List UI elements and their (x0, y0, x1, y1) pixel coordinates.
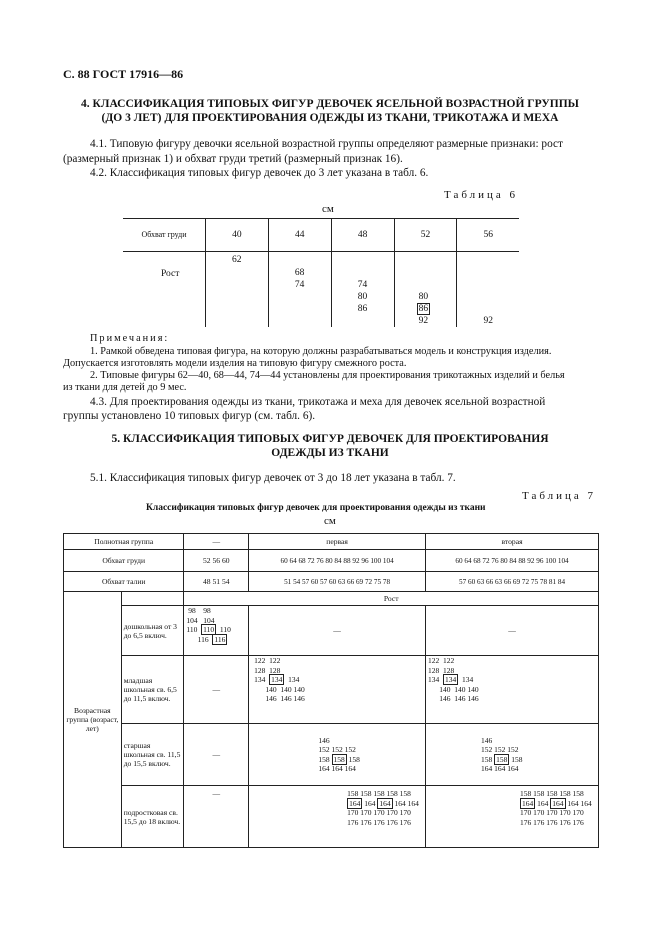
fullness-1: первая (249, 534, 426, 550)
heights-junior-group1: 122 122 128 128 134 134 134 140 140 140 146 146 146 (249, 656, 426, 724)
typical-158: 158 (333, 754, 345, 764)
fullness-0: — (184, 534, 249, 550)
table6-chest-48: 48 (331, 219, 394, 252)
table-7 (63, 533, 599, 848)
chest-group-1: 60 64 68 72 76 80 84 88 92 96 100 104 (249, 550, 426, 572)
heights-junior-group0: — (184, 656, 249, 724)
table7-unit: см (324, 515, 336, 527)
heights-senior-group0: — (184, 724, 249, 786)
note-1-line1: 1. Рамкой обведена типовая фигура, на которую должны разрабатываться модель и конструкция изделия. (90, 346, 552, 357)
typical-164-a: 164 (349, 798, 361, 808)
age-junior-school: младшая школьная св. 6,5 до 11,5 включ. (121, 656, 184, 724)
table6-chest-44: 44 (268, 219, 331, 252)
typical-110: 110 (203, 625, 215, 634)
age-teen: подростковая св. 15,5 до 18 включ. (121, 786, 184, 848)
typical-164-c: 164 (522, 798, 534, 808)
typical-116: 116 (214, 634, 226, 644)
table6-chest-52: 52 (394, 219, 457, 252)
table6-cell: 62 (206, 252, 269, 328)
page-header: С. 88 ГОСТ 17916—86 (63, 67, 184, 81)
table6-caption: Таблица 6 (444, 189, 519, 201)
table7-caption: Таблица 7 (522, 490, 597, 502)
heights-preschool-group0: 98 98 104 104 110 110 110 116 116 (184, 606, 249, 656)
waist-group-2: 57 60 63 66 63 66 69 72 75 78 81 84 (426, 572, 599, 592)
table-6 (123, 218, 519, 327)
heights-preschool-group2: — (426, 606, 599, 656)
table6-row-label: Рост (161, 269, 180, 279)
para-5-1: 5.1. Классификация типовых фигур девочек от 3 до 18 лет указана в табл. 7. (90, 472, 456, 484)
waist-group-0: 48 51 54 (184, 572, 249, 592)
para-4-2: 4.2. Классификация типовых фигур девочек до 3 лет указана в табл. 6. (90, 167, 429, 179)
heights-teen-group2: 158 158 158 158 158 164 164 164 164 164 170 170 170 170 170 176 176 176 176 176 (426, 786, 599, 848)
waist-group-1: 51 54 57 60 57 60 63 66 69 72 75 78 (249, 572, 426, 592)
typical-134-2: 134 (445, 675, 457, 684)
heights-teen-group0: — (184, 786, 249, 848)
age-senior-school: старшая школьная св. 11,5 до 15,5 включ. (121, 724, 184, 786)
typical-134: 134 (271, 675, 283, 684)
table6-unit: см (322, 203, 334, 215)
table6-cell: 68 74 (268, 252, 331, 328)
fullness-2: вторая (426, 534, 599, 550)
heights-senior-group1: 146 152 152 152 158 158 158 164 164 164 (249, 724, 426, 786)
typical-figure-box: 86 (418, 304, 429, 314)
note-2-line1: 2. Типовые фигуры 62—40, 68—44, 74—44 установлены для проектирования трикотажных изделий и белья (90, 370, 565, 381)
fullness-label: Полнотная группа (64, 534, 184, 550)
table6-cell: 80 86 92 (394, 252, 457, 328)
waist-label: Обхват талии (64, 572, 184, 592)
notes-title: Примечания: (90, 333, 170, 344)
age-preschool: дошкольная от 3 до 6,5 включ. (121, 606, 184, 656)
para-4-3-line2: группы установлено 10 типовых фигур (см. табл. 6). (63, 410, 316, 422)
height-label: Рост (184, 592, 599, 606)
typical-158-2: 158 (496, 754, 508, 764)
note-1-line2: Допускается изготовлять модели изделия на типовую фигуру смежного роста. (63, 358, 407, 369)
table6-chest-40: 40 (206, 219, 269, 252)
para-4-1-line1: 4.1. Типовую фигуру девочки ясельной возрастной группы определяют размерные признаки: рост (90, 138, 563, 150)
age-group-label: Возрастная группа (возраст, лет) (64, 592, 122, 848)
table6-chest-56: 56 (457, 219, 519, 252)
chest-group-2: 60 64 68 72 76 80 84 88 92 96 100 104 (426, 550, 599, 572)
heights-preschool-group1: — (249, 606, 426, 656)
chest-group-0: 52 56 60 (184, 550, 249, 572)
section-5-title: 5. КЛАССИФИКАЦИЯ ТИПОВЫХ ФИГУР ДЕВОЧЕК ДЛЯ ПРОЕКТИРОВАНИЯ ОДЕЖДЫ ИЗ ТКАНИ (111, 433, 549, 459)
heights-junior-group2: 122 122 128 128 134 134 134 140 140 140 146 146 146 (426, 656, 599, 724)
table6-col-header: Обхват груди (123, 219, 206, 252)
typical-164-d: 164 (552, 798, 564, 808)
table7-title: Классификация типовых фигур девочек для проектирования одежды из ткани (146, 503, 486, 513)
heights-teen-group1: 158 158 158 158 158 164 164 164 164 164 170 170 170 170 170 176 176 176 176 176 (249, 786, 426, 848)
note-2-line2: из ткани для детей до 9 мес. (63, 382, 187, 393)
section-4-title: 4. КЛАССИФИКАЦИЯ ТИПОВЫХ ФИГУР ДЕВОЧЕК ЯСЕЛЬНОЙ ВОЗРАСТНОЙ ГРУППЫ (ДО 3 ЛЕТ) ДЛЯ ПРОЕКТИРОВАНИЯ ОДЕЖДЫ ИЗ ТКАНИ, ТРИКОТАЖА И МЕХА (81, 98, 579, 124)
para-4-3-line1: 4.3. Для проектирования одежды из ткани, трикотажа и меха для девочек ясельной возрастной (90, 396, 546, 408)
typical-164-b: 164 (379, 798, 391, 808)
para-4-1-line2: (размерный признак 1) и обхват груди третий (размерный признак 16). (63, 153, 403, 165)
chest-label: Обхват груди (64, 550, 184, 572)
table6-cell: 92 (457, 252, 519, 328)
table6-cell: 74 80 86 (331, 252, 394, 328)
heights-senior-group2: 146 152 152 152 158 158 158 164 164 164 (426, 724, 599, 786)
